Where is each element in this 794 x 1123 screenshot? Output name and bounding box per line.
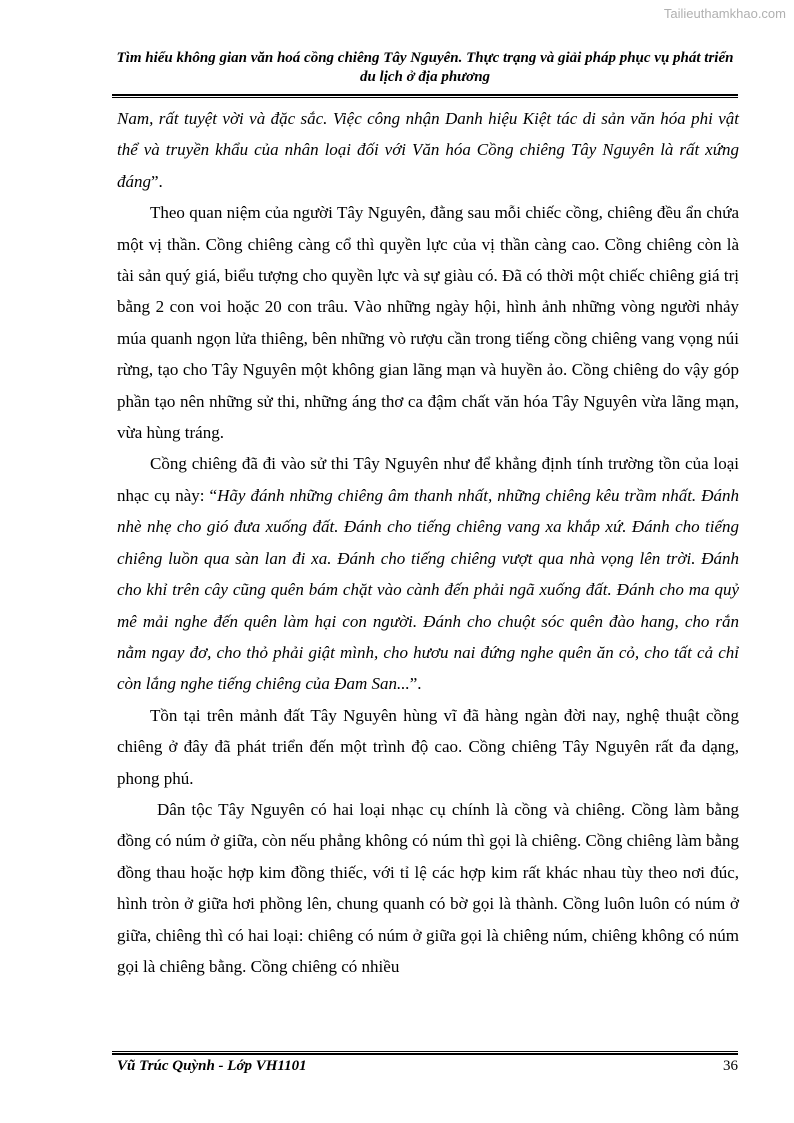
paragraph-3 (117, 448, 739, 699)
footer-author: Vũ Trúc Quỳnh - Lớp VH1101 (117, 1058, 307, 1074)
footer-divider (112, 1051, 738, 1055)
document-body (117, 103, 739, 982)
watermark: Tailieuthamkhao.com (663, 6, 786, 21)
page-number: 36 (723, 1058, 738, 1074)
paragraph-1-end: ”. (151, 171, 163, 191)
paragraph-3-end: ”. (409, 674, 422, 694)
paragraph-3-start: Cồng chiêng đã đi vào sử thi Tây Nguyên như để khẳng định tính trường tồn của loại nhạc cụ này: “ (117, 454, 739, 505)
paragraph-1-italic: Nam, rất tuyệt vời và đặc sắc. Việc công nhận Danh hiệu Kiệt tác di sản văn hóa phi vật thể và truyền khẩu của nhân loại đối với Văn hóa Cồng chiêng Tây Nguyên là rất xứng đáng (117, 109, 739, 191)
page-header-title: Tìm hiểu không gian văn hoá cồng chiêng Tây Nguyên. Thực trạng và giải pháp phục vụ phát triển du lịch ở địa phương (116, 50, 734, 85)
paragraph-5: Dân tộc Tây Nguyên có hai loại nhạc cụ chính là cồng và chiêng. Cồng làm bằng đồng có núm ở giữa, còn nếu phẳng không có núm thì gọi là chiêng. Cồng chiêng làm bằng đồng thau hoặc hợp kim đồng thiếc, với tỉ lệ các hợp kim rất khác nhau tùy theo nơi đúc, hình tròn ở giữa hơi phồng lên, chung quanh có bờ gọi là thành. Cồng luôn luôn có núm ở giữa, chiêng thì có hai loại: chiêng có núm ở giữa gọi là chiêng núm, chiêng không có núm gọi là chiêng bằng. Cồng chiêng có nhiều (117, 799, 739, 976)
paragraph-4: Tồn tại trên mảnh đất Tây Nguyên hùng vĩ đã hàng ngàn đời nay, nghệ thuật cồng chiêng ở đây đã phát triển đến một trình độ cao. Cồng chiêng Tây Nguyên rất đa dạng, phong phú. (117, 705, 739, 788)
paragraph-3-quote: Hãy đánh những chiêng âm thanh nhất, những chiêng kêu trầm nhất. Đánh nhè nhẹ cho gió đưa xuống đất. Đánh cho tiếng chiêng vang xa khắp xứ. Đánh cho tiếng chiêng luồn qua sàn lan đi xa. Đánh cho tiếng chiêng vượt qua nhà vọng lên trời. Đánh cho khỉ trên cây cũng quên bám chặt vào cành đến phải ngã xuống đất. Đánh cho ma quỷ mê mải nghe đến quên làm hại con người. Đánh cho chuột sóc quên đào hang, cho rắn nằm ngay đơ, cho thỏ phải giật mình, cho hươu nai đứng nghe quên ăn cỏ, cho tất cả chỉ còn lắng nghe tiếng chiêng của Đam San... (117, 485, 739, 694)
paragraph-1 (117, 103, 739, 197)
paragraph-2: Theo quan niệm của người Tây Nguyên, đằng sau mỗi chiếc cồng, chiêng đều ẩn chứa một vị thần. Cồng chiêng càng cổ thì quyền lực của vị thần càng cao. Cồng chiêng còn là tài sản quý giá, biểu tượng cho quyền lực và sự giàu có. Đã có thời một chiếc chiêng giá trị bằng 2 con voi hoặc 20 con trâu. Vào những ngày hội, hình ảnh những vòng người nhảy múa quanh ngọn lửa thiêng, bên những vò rượu cần trong tiếng cồng chiêng vang vọng núi rừng, tạo cho Tây Nguyên một không gian lãng mạn và huyền ảo. Cồng chiêng do vậy góp phần tạo nên những sử thi, những áng thơ ca đậm chất văn hóa Tây Nguyên vừa lãng mạn, vừa hùng tráng. (117, 203, 739, 443)
header-divider (112, 94, 738, 98)
